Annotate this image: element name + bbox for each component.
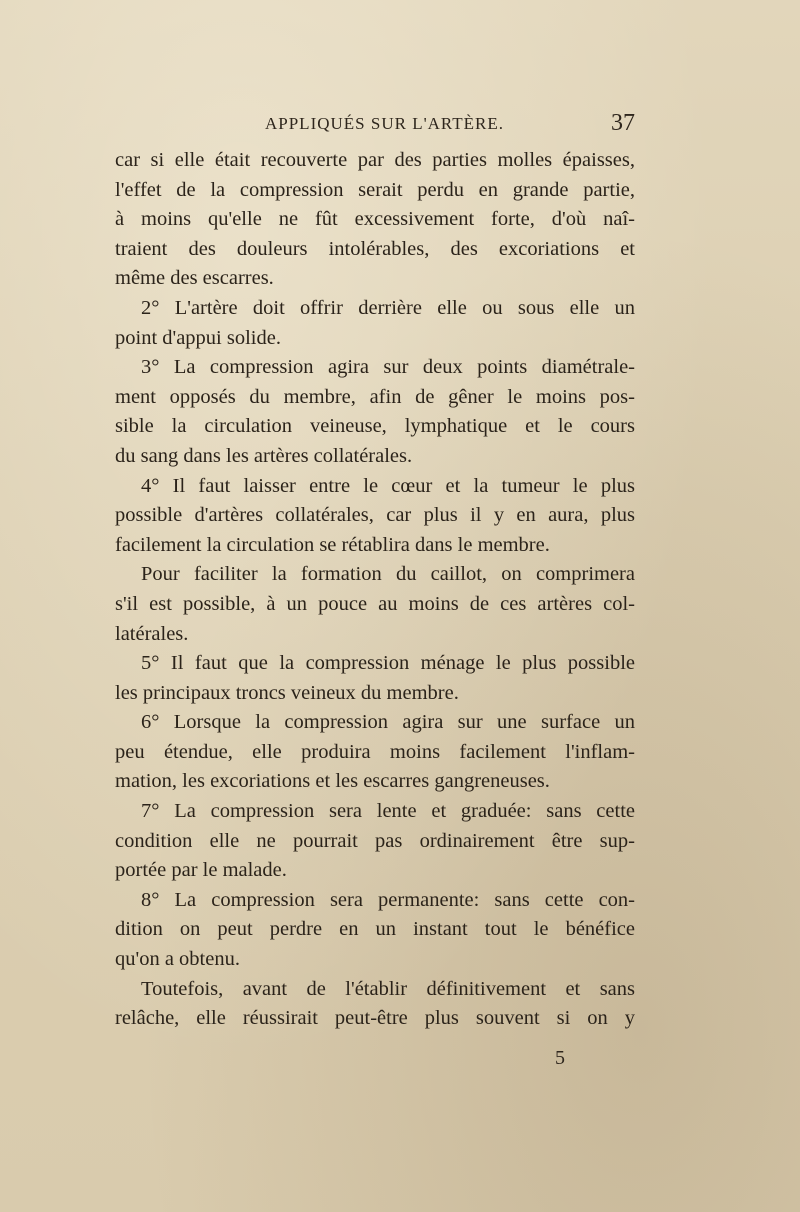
text-line: 3° La compression agira sur deux points diamétrale- (141, 356, 635, 379)
text-line: 4° Il faut laisser entre le cœur et la tumeur le plus (141, 474, 635, 497)
text-line: possible d'artères collatérales, car plus il y en aura, plus (115, 504, 635, 527)
text-line: mation, les excoriations et les escarres gangreneuses. (115, 770, 550, 793)
text-line: relâche, elle réussirait peut-être plus souvent si on y (115, 1007, 635, 1030)
text-line: 5° Il faut que la compression ménage le plus possible (141, 652, 635, 675)
text-line: peu étendue, elle produira moins facilement l'inflam- (115, 740, 635, 763)
page-number: 37 (611, 110, 635, 136)
text-line: point d'appui solide. (115, 326, 281, 349)
text-line: 7° La compression sera lente et graduée: sans cette (141, 800, 635, 823)
text-line: les principaux troncs veineux du membre. (115, 681, 459, 704)
text-line: Toutefois, avant de l'établir définitivement et sans (141, 977, 635, 1000)
text-line: 6° Lorsque la compression agira sur une surface un (141, 711, 635, 734)
text-line: 8° La compression sera permanente: sans cette con- (141, 888, 635, 911)
text-line: l'effet de la compression serait perdu en grande partie, (115, 178, 635, 201)
text-line: même des escarres. (115, 267, 274, 290)
text-line: Pour faciliter la formation du caillot, on comprimera (141, 563, 635, 586)
text-line: sible la circulation veineuse, lymphatique et le cours (115, 415, 635, 438)
text-line: dition on peut perdre en un instant tout le bénéfice (115, 918, 635, 941)
text-line: s'il est possible, à un pouce au moins de ces artères col- (115, 592, 635, 615)
text-line: du sang dans les artères collatérales. (115, 444, 413, 467)
page-header (115, 110, 635, 146)
text-line: condition elle ne pourrait pas ordinairement être sup- (115, 829, 635, 852)
signature-mark: 5 (555, 1047, 565, 1069)
text-line: portée par le malade. (115, 859, 287, 882)
text-line: 2° L'artère doit offrir derrière elle ou sous elle un (141, 296, 635, 319)
text-line: qu'on a obtenu. (115, 948, 240, 971)
body-text (115, 146, 635, 1034)
running-head: APPLIQUÉS SUR L'ARTÈRE. (265, 114, 504, 133)
text-line: traient des douleurs intolérables, des excoriations et (115, 237, 635, 260)
text-line: latérales. (115, 622, 189, 645)
text-line: facilement la circulation se rétablira dans le membre. (115, 533, 550, 556)
text-line: à moins qu'elle ne fût excessivement forte, d'où naî- (115, 208, 635, 231)
text-line: car si elle était recouverte par des parties molles épaisses, (115, 149, 635, 171)
text-line: ment opposés du membre, afin de gêner le moins pos- (115, 385, 635, 408)
